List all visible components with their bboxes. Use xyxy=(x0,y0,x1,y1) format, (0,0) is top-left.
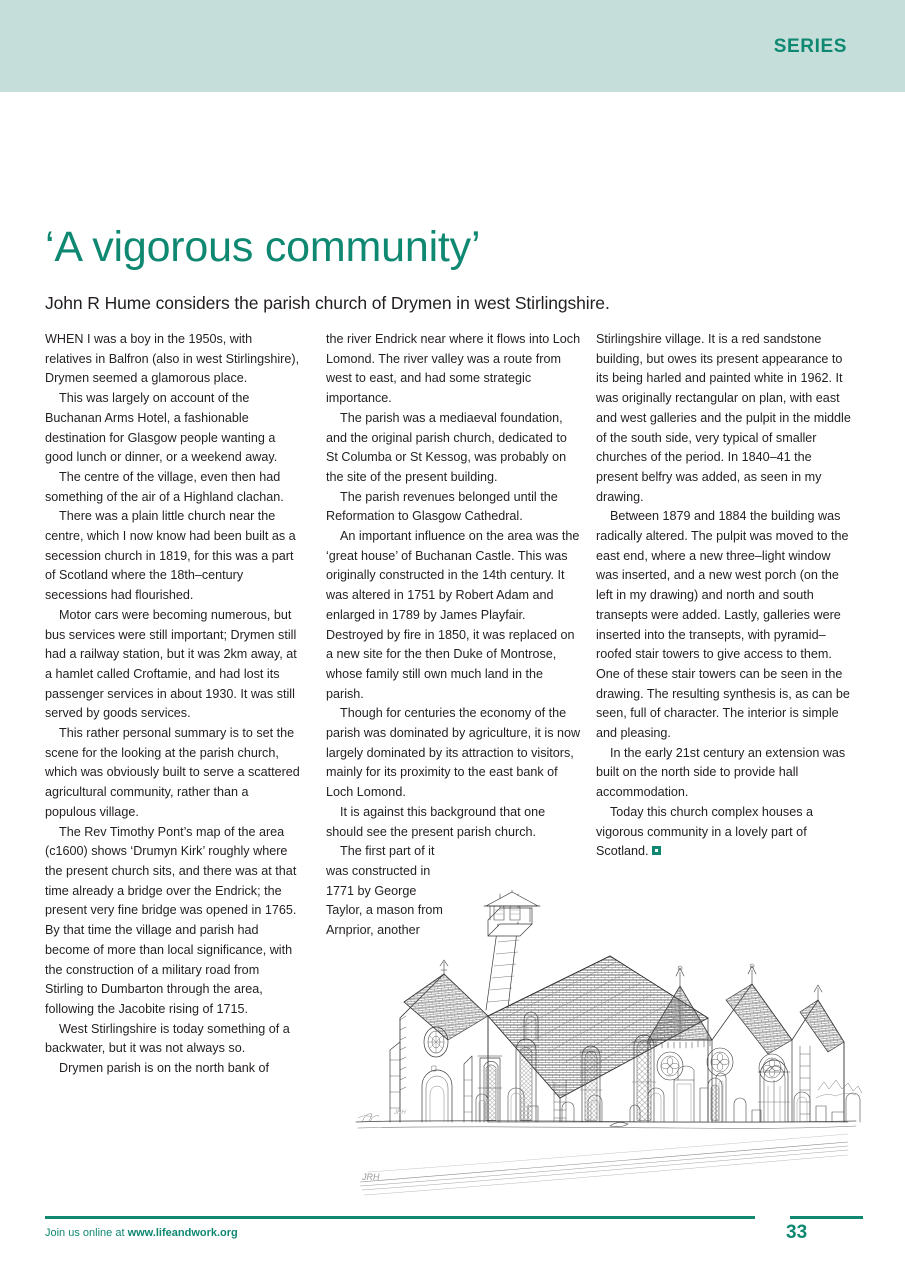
paragraph: Stirlingshire village. It is a red sandstone building, but owes its present appearance to its being harled and painted white in 1962. It was originally rectangular on plan, with east and west galleries and the pulpit in the middle of the south side, very typical of smaller churches of the period. In 1840–41 the present belfry was added, as seen in my drawing. xyxy=(596,332,851,504)
footer-rule-right xyxy=(790,1216,863,1219)
article-standfirst: John R Hume considers the parish church of Drymen in west Stirlingshire. xyxy=(45,292,610,313)
paragraph: Though for centuries the economy of the parish was dominated by agriculture, it is now largely dominated by its attraction to visitors, mainly for its proximity to the east bank of Loch Lomond. xyxy=(326,706,581,800)
paragraph: An important influence on the area was the ‘great house’ of Buchanan Castle. This was originally constructed in the 14th century. It was altered in 1751 by Robert Adam and enlarged in 1789 by James Playfair. Destroyed by fire in 1850, it was replaced on a new site for the then Duke of Montrose, whose family still own much land in the parish. xyxy=(326,529,580,701)
paragraph: West Stirlingshire is today something of a backwater, but it was not always so. xyxy=(45,1021,290,1056)
paragraph: The centre of the village, even then had something of the air of a Highland clachan. xyxy=(45,469,284,504)
footer-promo xyxy=(45,1227,238,1239)
paragraph: In the early 21st century an extension was built on the north side to provide hall accommodation. xyxy=(596,745,846,800)
paragraph: Motor cars were becoming numerous, but bus services were still important; Drymen still had a railway station, but it was 2km away, at a hamlet called Croftamie, and had lost its passenger services in about 1930. It was still served by goods services. xyxy=(45,607,297,721)
footer-rule-left xyxy=(45,1216,755,1219)
end-of-article-marker xyxy=(652,846,661,855)
paragraph: It is against this background that one should see the present parish church. xyxy=(326,804,546,839)
text-column-1 xyxy=(45,330,301,1079)
paragraph: The Rev Timothy Pont’s map of the area (c1600) shows ‘Drumyn Kirk’ roughly where the present church sits, and there was at that time already a bridge over the Endrick; the present very fine bridge was opened in 1765. By that time the village and parish had become of more than local significance, with the construction of a military road from Stirling to Dumbarton through the area, following the Jacobite rising of 1715. xyxy=(45,824,297,1016)
paragraph: The parish revenues belonged until the Reformation to Glasgow Cathedral. xyxy=(326,489,558,524)
paragraph-final xyxy=(596,803,852,862)
page-number: 33 xyxy=(786,1222,808,1243)
svg-text:JRH: JRH xyxy=(394,1110,406,1116)
paragraph: the river Endrick near where it flows into Loch Lomond. The river valley was a route from west to east, and had some strategic importance. xyxy=(326,332,581,406)
text-column-3 xyxy=(596,330,852,862)
article-headline: ‘A vigorous community’ xyxy=(45,222,481,271)
page-header-band xyxy=(0,0,905,92)
paragraph: WHEN I was a boy in the 1950s, with relatives in Balfron (also in west Stirlingshire), Drymen seemed a glamorous place. xyxy=(45,332,300,386)
paragraph: Between 1879 and 1884 the building was radically altered. The pulpit was moved to the east end, where a new three–light window was inserted, and a new west porch (on the left in my drawing) and north and south transepts were added. Lastly, galleries were inserted into the transepts, with pyramid–roofed stair towers to give access to them. One of these stair towers can be seen in the drawing. The resulting synthesis is, as can be seen, full of character. The interior is simple and pleasing. xyxy=(596,509,850,741)
artist-signature: JRH xyxy=(362,1172,380,1182)
footer-prefix: Join us online at xyxy=(45,1227,128,1239)
paragraph-final-text: Today this church complex houses a vigorous community in a lovely part of Scotland. xyxy=(596,804,814,859)
series-label: SERIES xyxy=(773,36,847,57)
paragraph: The parish was a mediaeval foundation, and the original parish church, dedicated to St Columba or St Kessog, was probably on the site of the present building. xyxy=(326,410,567,484)
paragraph: This rather personal summary is to set the scene for the looking at the parish church, which was obviously built to serve a scattered agricultural community, rather than a populous village. xyxy=(45,726,300,819)
text-column-2 xyxy=(326,330,582,941)
paragraph-wrapped-around-illustration: The first part of it was constructed in 1771 by George Taylor, a mason from Arnprior, another xyxy=(326,844,443,938)
paragraph: There was a plain little church near the centre, which I now know had been built as a secession church in 1819, for this was a part of Scotland where the 18th–century secessions had flourished. xyxy=(45,509,296,603)
paragraph: This was largely on account of the Buchanan Arms Hotel, a fashionable destination for Glasgow people wanting a good lunch or dinner, or a weekend away. xyxy=(45,391,278,465)
church-line-drawing xyxy=(348,890,868,1210)
paragraph: Drymen parish is on the north bank of xyxy=(59,1061,270,1076)
footer-url[interactable]: www.lifeandwork.org xyxy=(127,1227,238,1239)
